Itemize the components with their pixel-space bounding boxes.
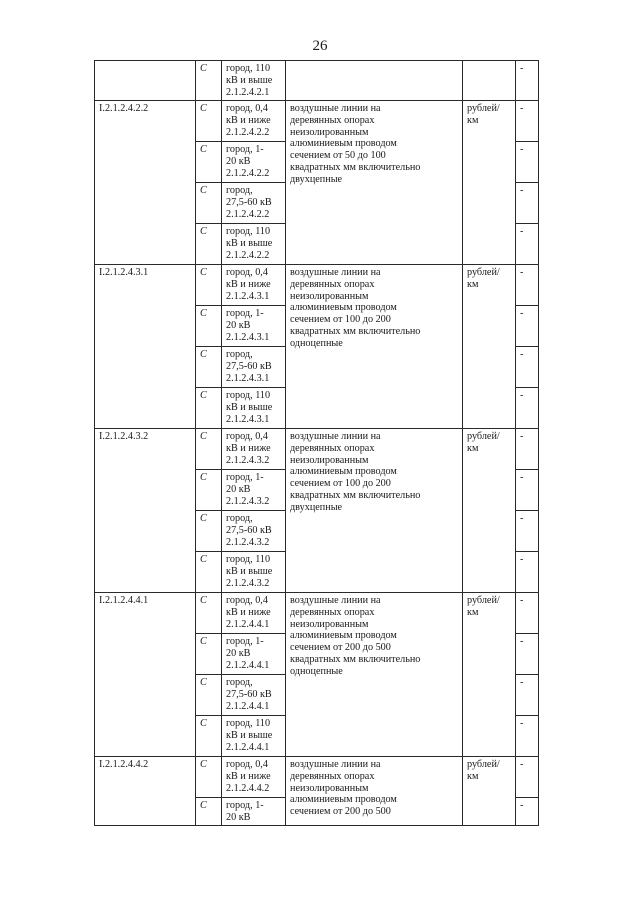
letter-cell-text: С — [200, 676, 207, 688]
category-cell — [222, 510, 286, 551]
unit-line: км — [467, 442, 479, 454]
category-cell — [222, 633, 286, 674]
letter-cell — [196, 346, 222, 387]
category-line: кВ и ниже — [226, 770, 271, 782]
table-row — [95, 756, 539, 797]
value-cell-text: - — [520, 553, 524, 565]
value-cell — [516, 100, 539, 141]
category-line: 20 кВ — [226, 647, 251, 659]
category-cell — [222, 223, 286, 264]
letter-cell — [196, 797, 222, 825]
code-cell — [95, 264, 196, 428]
category-line: город, 110 — [226, 553, 271, 565]
code-cell — [95, 61, 196, 101]
value-cell — [516, 592, 539, 633]
value-cell-text: - — [520, 676, 524, 688]
description-line: неизолированным — [290, 126, 369, 138]
unit-line: км — [467, 606, 479, 618]
value-cell-text: - — [520, 389, 524, 401]
value-cell — [516, 797, 539, 825]
description-line: неизолированным — [290, 454, 369, 466]
category-cell — [222, 469, 286, 510]
category-line: 2.1.2.4.2.1 — [226, 86, 270, 98]
description-line: деревянных опорах — [290, 278, 375, 290]
value-cell-text: - — [520, 143, 524, 155]
description-line: квадратных мм включительно — [290, 490, 421, 502]
category-line: 2.1.2.4.2.2 — [226, 126, 270, 138]
category-line: город, 1- — [226, 799, 264, 811]
value-cell — [516, 305, 539, 346]
category-cell — [222, 674, 286, 715]
category-cell — [222, 428, 286, 469]
letter-cell — [196, 592, 222, 633]
description-cell — [286, 264, 463, 428]
value-cell — [516, 141, 539, 182]
letter-cell-text: С — [200, 102, 207, 114]
category-cell — [222, 346, 286, 387]
unit-line: км — [467, 114, 479, 126]
category-cell — [222, 305, 286, 346]
value-cell-text: - — [520, 594, 524, 606]
category-line: город, 0,4 — [226, 430, 268, 442]
value-cell — [516, 715, 539, 756]
category-cell — [222, 551, 286, 592]
category-line: 2.1.2.4.4.1 — [226, 618, 270, 630]
code-cell — [95, 100, 196, 264]
code-cell-text: I.2.1.2.4.3.2 — [99, 430, 149, 442]
category-cell — [222, 387, 286, 428]
value-cell-text: - — [520, 635, 524, 647]
value-cell — [516, 182, 539, 223]
category-line: кВ и выше — [226, 401, 273, 413]
description-line: сечением от 100 до 200 — [290, 478, 391, 490]
unit-line: рублей/ — [467, 430, 500, 442]
description-line: воздушные линии на — [290, 594, 381, 606]
category-line: 27,5-60 кВ — [226, 360, 272, 372]
value-cell-text: - — [520, 184, 524, 196]
description-line: сечением от 200 до 500 — [290, 806, 391, 818]
code-cell-text: I.2.1.2.4.4.1 — [99, 594, 149, 606]
category-line: город, 110 — [226, 717, 271, 729]
category-line: 2.1.2.4.3.1 — [226, 290, 270, 302]
value-cell-text: - — [520, 225, 524, 237]
category-line: 20 кВ — [226, 483, 251, 495]
value-cell — [516, 61, 539, 101]
tariff-table — [94, 60, 539, 826]
letter-cell-text: С — [200, 471, 207, 483]
letter-cell — [196, 305, 222, 346]
category-cell — [222, 592, 286, 633]
letter-cell-text: С — [200, 553, 207, 565]
description-cell — [286, 100, 463, 264]
category-cell — [222, 182, 286, 223]
category-line: кВ и ниже — [226, 278, 271, 290]
letter-cell-text: С — [200, 594, 207, 606]
letter-cell — [196, 100, 222, 141]
category-cell — [222, 100, 286, 141]
category-line: 2.1.2.4.3.2 — [226, 577, 270, 589]
description-line: сечением от 50 до 100 — [290, 150, 386, 162]
value-cell — [516, 756, 539, 797]
letter-cell — [196, 141, 222, 182]
category-cell — [222, 756, 286, 797]
description-line: деревянных опорах — [290, 442, 375, 454]
category-line: город, — [226, 512, 253, 524]
category-line: 2.1.2.4.4.1 — [226, 741, 270, 753]
description-line: алюминиевым проводом — [290, 138, 397, 150]
category-line: город, — [226, 348, 253, 360]
unit-line: км — [467, 770, 479, 782]
letter-cell — [196, 674, 222, 715]
letter-cell — [196, 756, 222, 797]
letter-cell-text: С — [200, 143, 207, 155]
value-cell-text: - — [520, 102, 524, 114]
code-cell-text: I.2.1.2.4.4.2 — [99, 758, 149, 770]
value-cell — [516, 674, 539, 715]
code-cell — [95, 592, 196, 756]
code-cell-text: I.2.1.2.4.3.1 — [99, 266, 149, 278]
category-line: город, — [226, 184, 253, 196]
description-line: деревянных опорах — [290, 606, 375, 618]
category-line: кВ и ниже — [226, 442, 271, 454]
letter-cell-text: С — [200, 635, 207, 647]
letter-cell — [196, 469, 222, 510]
category-cell — [222, 61, 286, 101]
unit-line: рублей/ — [467, 102, 500, 114]
description-line: алюминиевым проводом — [290, 466, 397, 478]
category-line: 2.1.2.4.3.1 — [226, 413, 270, 425]
unit-line: рублей/ — [467, 266, 500, 278]
category-line: город, 0,4 — [226, 266, 268, 278]
value-cell-text: - — [520, 471, 524, 483]
letter-cell — [196, 510, 222, 551]
letter-cell-text: С — [200, 225, 207, 237]
description-cell — [286, 61, 463, 101]
letter-cell — [196, 223, 222, 264]
unit-line: рублей/ — [467, 594, 500, 606]
code-cell — [95, 428, 196, 592]
category-line: город, 1- — [226, 635, 264, 647]
description-line: двухцепные — [290, 502, 343, 514]
letter-cell-text: С — [200, 717, 207, 729]
category-cell — [222, 264, 286, 305]
description-line: неизолированным — [290, 782, 369, 794]
category-line: кВ и выше — [226, 565, 273, 577]
value-cell-text: - — [520, 63, 524, 74]
description-line: воздушные линии на — [290, 758, 381, 770]
category-line: 2.1.2.4.4.1 — [226, 700, 270, 712]
letter-cell-text: С — [200, 348, 207, 360]
letter-cell-text: С — [200, 307, 207, 319]
description-line: сечением от 200 до 500 — [290, 642, 391, 654]
category-line: город, 0,4 — [226, 102, 268, 114]
table-row — [95, 592, 539, 633]
letter-cell — [196, 633, 222, 674]
value-cell-text: - — [520, 430, 524, 442]
letter-cell — [196, 182, 222, 223]
description-cell — [286, 592, 463, 756]
description-line: алюминиевым проводом — [290, 794, 397, 806]
value-cell — [516, 346, 539, 387]
category-line: город, 110 — [226, 63, 271, 74]
category-cell — [222, 141, 286, 182]
category-line: 2.1.2.4.2.2 — [226, 249, 270, 261]
letter-cell — [196, 551, 222, 592]
letter-cell — [196, 264, 222, 305]
value-cell — [516, 469, 539, 510]
unit-cell — [463, 100, 516, 264]
category-line: город, 110 — [226, 389, 271, 401]
category-line: 2.1.2.4.3.2 — [226, 454, 270, 466]
value-cell-text: - — [520, 717, 524, 729]
value-cell — [516, 387, 539, 428]
description-line: алюминиевым проводом — [290, 630, 397, 642]
description-line: сечением от 100 до 200 — [290, 314, 391, 326]
category-line: кВ и ниже — [226, 606, 271, 618]
category-line: 20 кВ — [226, 811, 251, 823]
letter-cell-text: С — [200, 512, 207, 524]
value-cell-text: - — [520, 348, 524, 360]
unit-cell — [463, 592, 516, 756]
description-line: неизолированным — [290, 618, 369, 630]
page-number: 26 — [312, 38, 328, 54]
letter-cell-text: С — [200, 758, 207, 770]
category-line: 2.1.2.4.4.1 — [226, 659, 270, 671]
category-line: 2.1.2.4.3.2 — [226, 536, 270, 548]
category-line: кВ и выше — [226, 237, 273, 249]
category-line: 27,5-60 кВ — [226, 524, 272, 536]
table-row — [95, 100, 539, 141]
description-line: квадратных мм включительно — [290, 654, 421, 666]
unit-cell — [463, 264, 516, 428]
letter-cell — [196, 428, 222, 469]
category-line: кВ и ниже — [226, 114, 271, 126]
unit-cell — [463, 428, 516, 592]
value-cell-text: - — [520, 307, 524, 319]
description-line: воздушные линии на — [290, 102, 381, 114]
table-row — [95, 264, 539, 305]
category-line: 2.1.2.4.3.1 — [226, 372, 270, 384]
table-row — [95, 428, 539, 469]
description-line: квадратных мм включительно — [290, 162, 421, 174]
category-line: 2.1.2.4.4.2 — [226, 782, 270, 794]
description-line: деревянных опорах — [290, 770, 375, 782]
category-cell — [222, 715, 286, 756]
value-cell — [516, 428, 539, 469]
unit-line: рублей/ — [467, 758, 500, 770]
letter-cell — [196, 387, 222, 428]
value-cell — [516, 510, 539, 551]
category-line: 2.1.2.4.3.2 — [226, 495, 270, 507]
description-line: деревянных опорах — [290, 114, 375, 126]
letter-cell-text: С — [200, 799, 207, 811]
category-line: город, 0,4 — [226, 594, 268, 606]
letter-cell — [196, 715, 222, 756]
unit-line: км — [467, 278, 479, 290]
description-line: алюминиевым проводом — [290, 302, 397, 314]
letter-cell — [196, 61, 222, 101]
description-line: воздушные линии на — [290, 430, 381, 442]
category-line: кВ и выше — [226, 74, 273, 86]
category-line: город, 110 — [226, 225, 271, 237]
value-cell — [516, 223, 539, 264]
value-cell-text: - — [520, 512, 524, 524]
description-line: неизолированным — [290, 290, 369, 302]
category-line: 27,5-60 кВ — [226, 688, 272, 700]
value-cell-text: - — [520, 266, 524, 278]
letter-cell-text: С — [200, 389, 207, 401]
category-line: город, — [226, 676, 253, 688]
description-line: воздушные линии на — [290, 266, 381, 278]
code-cell-text: I.2.1.2.4.2.2 — [99, 102, 149, 114]
table-row — [95, 61, 539, 101]
unit-cell — [463, 61, 516, 101]
value-cell — [516, 633, 539, 674]
letter-cell-text: С — [200, 430, 207, 442]
category-line: город, 1- — [226, 307, 264, 319]
value-cell-text: - — [520, 758, 524, 770]
description-line: квадратных мм включительно — [290, 326, 421, 338]
description-line: двухцепные — [290, 174, 343, 186]
code-cell — [95, 756, 196, 825]
letter-cell-text: С — [200, 266, 207, 278]
category-line: 2.1.2.4.2.2 — [226, 208, 270, 220]
category-line: город, 0,4 — [226, 758, 268, 770]
category-line: город, 1- — [226, 471, 264, 483]
value-cell — [516, 551, 539, 592]
letter-cell-text: С — [200, 184, 207, 196]
value-cell-text: - — [520, 799, 524, 811]
category-line: 20 кВ — [226, 319, 251, 331]
description-line: одноцепные — [290, 666, 343, 678]
value-cell — [516, 264, 539, 305]
unit-cell — [463, 756, 516, 825]
category-cell — [222, 797, 286, 825]
category-line: кВ и выше — [226, 729, 273, 741]
description-cell — [286, 756, 463, 825]
category-line: 27,5-60 кВ — [226, 196, 272, 208]
category-line: город, 1- — [226, 143, 264, 155]
description-line: одноцепные — [290, 338, 343, 350]
category-line: 2.1.2.4.2.2 — [226, 167, 270, 179]
tariff-table-body — [95, 61, 539, 826]
letter-cell-text: С — [200, 63, 207, 74]
description-cell — [286, 428, 463, 592]
category-line: 2.1.2.4.3.1 — [226, 331, 270, 343]
category-line: 20 кВ — [226, 155, 251, 167]
